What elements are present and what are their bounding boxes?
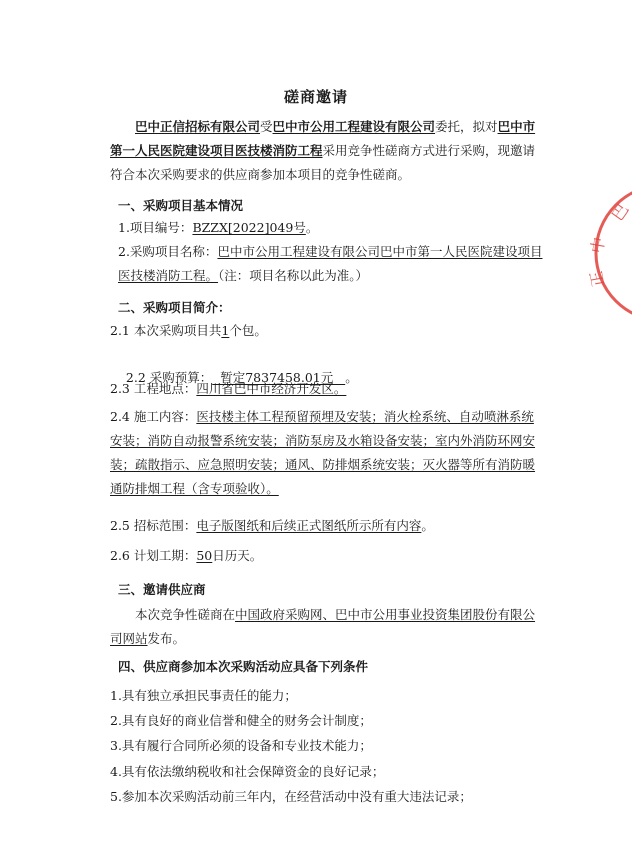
project-title-value: 巴中市公用工程建设有限公司巴中市第一人民医院建设项目医技楼消防工程。	[118, 244, 543, 283]
item-2-3	[110, 380, 346, 398]
invite-text-2: 发布。	[147, 631, 186, 646]
invite-text-1: 本次竞争性磋商在	[135, 607, 236, 622]
intro-text-1: 受	[260, 119, 273, 134]
duration-label: 2.6 计划工期：	[110, 548, 197, 563]
section-4-heading: 四、供应商参加本次采购活动应具备下列条件	[118, 659, 369, 674]
svg-text:中: 中	[587, 235, 609, 255]
item-2-6	[110, 547, 262, 565]
item-2-1-label: 2.1 本次采购项目共	[110, 323, 222, 338]
range-end: 。	[421, 518, 434, 533]
item-2-4	[110, 405, 546, 501]
item-2-1-end: 个包。	[229, 323, 267, 338]
publish-platforms: 中国政府采购网、巴中市公用事业投资集团股份有限公司网站	[110, 607, 536, 646]
svg-text:巴: 巴	[607, 200, 632, 225]
intro-paragraph	[110, 115, 546, 187]
site-label: 2.3 工程地点：	[110, 381, 197, 396]
condition-1: 1.具有独立承担民事责任的能力；	[110, 688, 297, 703]
invite-paragraph	[110, 603, 546, 651]
item-2-5	[110, 517, 434, 535]
project-title-label: 2.采购项目名称：	[118, 244, 218, 259]
scope-value: 医技楼主体工程预留预埋及安装；消火栓系统、自动喷淋系统安装；消防自动报警系统安装；消防泵房及水箱设备安装；室内外消防环网安装；疏散指示、应急照明安装；通风、防排烟系统安装；灭火器等所有消防暖通防排烟工程（含专项验收）。	[110, 409, 536, 496]
project-number-line	[118, 219, 318, 237]
condition-5: 5.参加本次采购活动前三年内，在经营活动中没有重大违法记录；	[110, 789, 472, 804]
project-number-end: 。	[305, 220, 319, 235]
intro-text-3: 采用竞争性磋商方式进行采购，现邀请符合本次采购要求的供应商参加本项目的竞争性磋商。	[110, 143, 536, 182]
budget-label: 2.2 采购预算：	[125, 370, 213, 385]
project-number-value: BZZX[2022]049号	[192, 220, 306, 235]
document-title: 磋商邀请	[283, 88, 348, 106]
project-number-label: 1.项目编号：	[118, 220, 193, 235]
range-value: 电子版图纸和后续正式图纸所示所有内容	[196, 518, 422, 533]
range-label: 2.5 招标范围：	[110, 518, 197, 533]
section-1-heading: 一、采购项目基本情况	[118, 198, 244, 213]
section-3-heading: 三、邀请供应商	[118, 582, 206, 597]
site-value: 四川省巴中市经济开发区。	[196, 381, 347, 396]
project-title-line	[118, 240, 546, 288]
item-2-1-value: 1	[221, 323, 230, 338]
condition-4: 4.具有依法缴纳税收和社会保障资金的良好记录；	[110, 764, 385, 779]
budget-value: 暂定7837458.01元	[212, 370, 346, 385]
budget-end: 。	[345, 370, 358, 385]
condition-2: 2.具有良好的商业信誉和健全的财务会计制度；	[110, 713, 372, 728]
agent-name: 巴中正信招标有限公司	[135, 119, 261, 134]
section-2-heading: 二、采购项目简介：	[118, 300, 231, 315]
condition-3: 3.具有履行合同所必须的设备和专业技术能力；	[110, 738, 372, 753]
client-name: 巴中市公用工程建设有限公司	[272, 119, 436, 134]
svg-text:正: 正	[586, 269, 608, 289]
duration-value: 50	[196, 548, 213, 563]
intro-text-2: 委托，拟对	[435, 119, 498, 134]
project-title-note: （注：项目名称以此为准。）	[218, 268, 369, 283]
scope-label: 2.4 施工内容：	[110, 409, 197, 424]
company-seal-stamp	[586, 178, 632, 328]
project-name: 巴中市第一人民医院建设项目医技楼消防工程	[110, 119, 536, 158]
duration-end: 日历天。	[212, 548, 263, 563]
item-2-1	[110, 322, 267, 340]
